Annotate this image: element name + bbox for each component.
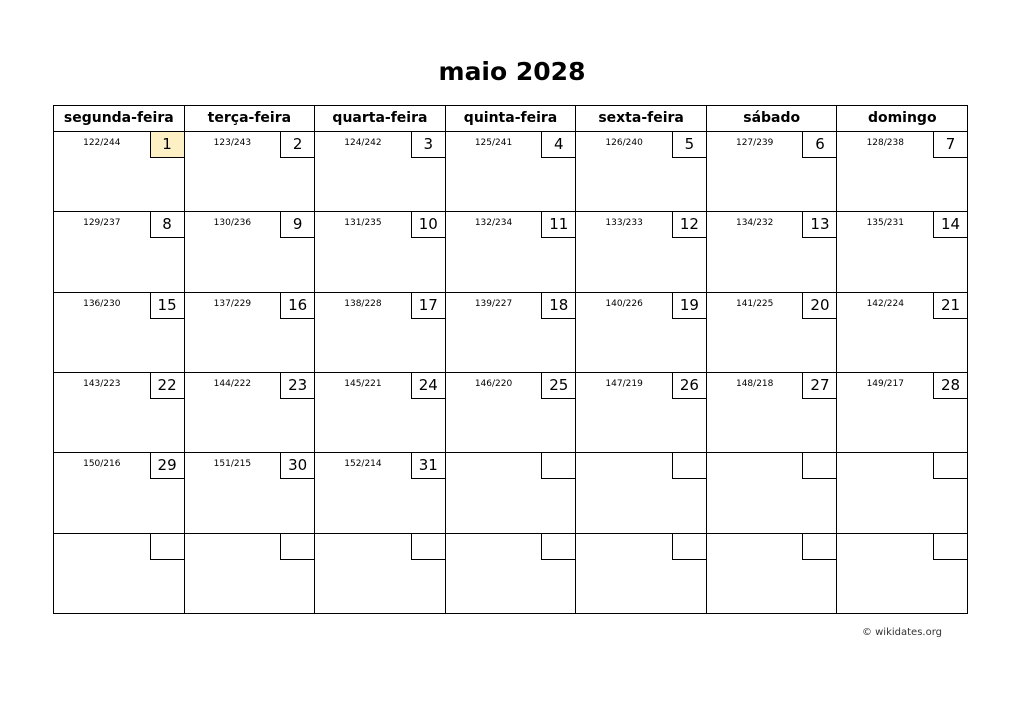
day-number: 23 xyxy=(280,373,314,399)
page-title: maio 2028 xyxy=(438,57,586,86)
weekday-header: sexta-feira xyxy=(576,106,707,131)
day-number: 26 xyxy=(672,373,706,399)
calendar-day-cell xyxy=(707,132,838,211)
day-of-year-label: 148/218 xyxy=(735,378,774,389)
day-number: 1 xyxy=(150,132,184,158)
day-of-year-label: 124/242 xyxy=(344,138,382,148)
day-number: 3 xyxy=(411,132,445,158)
calendar-day-cell xyxy=(315,534,446,613)
day-number: 24 xyxy=(411,373,445,399)
day-number: 29 xyxy=(150,453,184,479)
day-number: 13 xyxy=(802,212,836,238)
calendar-day-cell xyxy=(707,373,838,452)
calendar-week-row xyxy=(54,132,967,212)
calendar-day-cell xyxy=(446,293,577,372)
calendar-day-cell xyxy=(185,373,316,452)
weekday-header: quinta-feira xyxy=(446,106,577,131)
day-number xyxy=(672,453,706,479)
calendar-day-cell xyxy=(446,132,577,211)
day-number: 22 xyxy=(150,373,184,399)
calendar-day-cell xyxy=(54,453,185,532)
day-of-year-label: 137/229 xyxy=(213,298,252,309)
calendar-day-cell xyxy=(185,453,316,532)
calendar-day-cell xyxy=(315,373,446,452)
calendar-day-cell xyxy=(707,293,838,372)
calendar-day-cell xyxy=(707,534,838,613)
calendar-day-cell xyxy=(837,453,967,532)
calendar-day-cell xyxy=(837,534,967,613)
calendar-week-row xyxy=(54,534,967,613)
day-number xyxy=(802,453,836,479)
day-of-year-label: 138/228 xyxy=(344,298,382,309)
day-of-year-label: 127/239 xyxy=(735,138,774,148)
calendar-day-cell xyxy=(576,373,707,452)
calendar-week-row xyxy=(54,212,967,292)
day-of-year-label: 131/235 xyxy=(344,218,382,229)
day-number: 2 xyxy=(280,132,314,158)
calendar-day-cell xyxy=(185,534,316,613)
footer-credit: © wikidates.org xyxy=(861,627,942,638)
day-number: 27 xyxy=(802,373,836,399)
calendar-weeks xyxy=(54,132,967,613)
day-of-year-label: 129/237 xyxy=(83,218,121,229)
day-number xyxy=(672,534,706,560)
day-number: 17 xyxy=(411,293,445,319)
day-of-year-label: 143/223 xyxy=(83,378,121,389)
calendar-day-cell xyxy=(315,453,446,532)
day-number xyxy=(933,453,967,479)
day-of-year-label: 134/232 xyxy=(735,218,774,229)
calendar-day-cell xyxy=(446,212,577,291)
weekday-header: terça-feira xyxy=(185,106,316,131)
day-number: 21 xyxy=(933,293,967,319)
day-of-year-label: 149/217 xyxy=(866,378,904,389)
calendar-day-cell xyxy=(54,132,185,211)
day-number xyxy=(411,534,445,560)
day-number: 19 xyxy=(672,293,706,319)
day-number: 28 xyxy=(933,373,967,399)
calendar-day-cell xyxy=(707,212,838,291)
day-of-year-label: 135/231 xyxy=(866,218,904,229)
day-number: 8 xyxy=(150,212,184,238)
day-number xyxy=(150,534,184,560)
calendar-week-row xyxy=(54,293,967,373)
calendar-day-cell xyxy=(54,534,185,613)
day-number xyxy=(802,534,836,560)
calendar-day-cell xyxy=(185,132,316,211)
day-of-year-label: 140/226 xyxy=(605,298,643,309)
day-of-year-label: 144/222 xyxy=(213,378,252,389)
day-of-year-label: 146/220 xyxy=(474,378,513,389)
day-of-year-label: 123/243 xyxy=(213,138,252,148)
calendar-day-cell xyxy=(446,534,577,613)
day-number xyxy=(933,534,967,560)
calendar-day-cell xyxy=(315,132,446,211)
day-number: 18 xyxy=(541,293,575,319)
day-of-year-label: 130/236 xyxy=(213,218,252,229)
calendar-day-cell xyxy=(576,293,707,372)
weekday-header: domingo xyxy=(867,110,937,126)
calendar-day-cell xyxy=(446,373,577,452)
calendar-day-cell xyxy=(315,212,446,291)
calendar-day-cell xyxy=(576,132,707,211)
weekday-header-row xyxy=(54,106,967,132)
calendar-day-cell xyxy=(446,453,577,532)
day-of-year-label: 145/221 xyxy=(344,378,382,389)
day-of-year-label: 142/224 xyxy=(866,298,904,309)
calendar-day-cell xyxy=(185,293,316,372)
calendar-day-cell xyxy=(185,212,316,291)
calendar-day-cell xyxy=(576,212,707,291)
day-of-year-label: 152/214 xyxy=(344,459,382,470)
day-number: 9 xyxy=(280,212,314,238)
day-of-year-label: 150/216 xyxy=(83,459,121,470)
day-number: 10 xyxy=(411,212,445,238)
day-of-year-label: 136/230 xyxy=(83,298,121,309)
day-number: 31 xyxy=(411,453,445,479)
day-of-year-label: 128/238 xyxy=(866,138,904,148)
day-of-year-label: 139/227 xyxy=(474,298,513,309)
calendar-day-cell xyxy=(837,212,967,291)
day-number: 6 xyxy=(802,132,836,158)
day-of-year-label: 122/244 xyxy=(83,138,121,148)
day-number: 20 xyxy=(802,293,836,319)
day-of-year-label: 132/234 xyxy=(474,218,513,229)
calendar-week-row xyxy=(54,373,967,453)
weekday-header: segunda-feira xyxy=(54,106,185,131)
day-number: 4 xyxy=(541,132,575,158)
day-number: 30 xyxy=(280,453,314,479)
calendar-grid xyxy=(53,105,968,614)
day-of-year-label: 126/240 xyxy=(605,138,643,148)
calendar-week-row xyxy=(54,453,967,533)
day-number xyxy=(541,453,575,479)
day-of-year-label: 133/233 xyxy=(605,218,643,229)
day-number: 11 xyxy=(541,212,575,238)
calendar-day-cell xyxy=(315,293,446,372)
calendar-day-cell xyxy=(54,293,185,372)
calendar-day-cell xyxy=(576,453,707,532)
calendar-day-cell xyxy=(837,373,967,452)
calendar-day-cell xyxy=(707,453,838,532)
calendar-day-cell xyxy=(54,373,185,452)
day-number: 15 xyxy=(150,293,184,319)
calendar-day-cell xyxy=(576,534,707,613)
day-number xyxy=(280,534,314,560)
weekday-header: sábado xyxy=(707,106,838,131)
day-number: 14 xyxy=(933,212,967,238)
day-number: 16 xyxy=(280,293,314,319)
day-number: 25 xyxy=(541,373,575,399)
day-of-year-label: 147/219 xyxy=(605,378,643,389)
calendar-day-cell xyxy=(54,212,185,291)
day-of-year-label: 125/241 xyxy=(474,138,513,148)
day-number xyxy=(541,534,575,560)
day-of-year-label: 151/215 xyxy=(213,459,252,470)
day-number: 5 xyxy=(672,132,706,158)
day-number: 7 xyxy=(933,132,967,158)
day-number: 12 xyxy=(672,212,706,238)
day-of-year-label: 141/225 xyxy=(735,298,774,309)
calendar-day-cell xyxy=(837,132,967,211)
calendar-day-cell xyxy=(837,293,967,372)
weekday-header: quarta-feira xyxy=(315,106,446,131)
